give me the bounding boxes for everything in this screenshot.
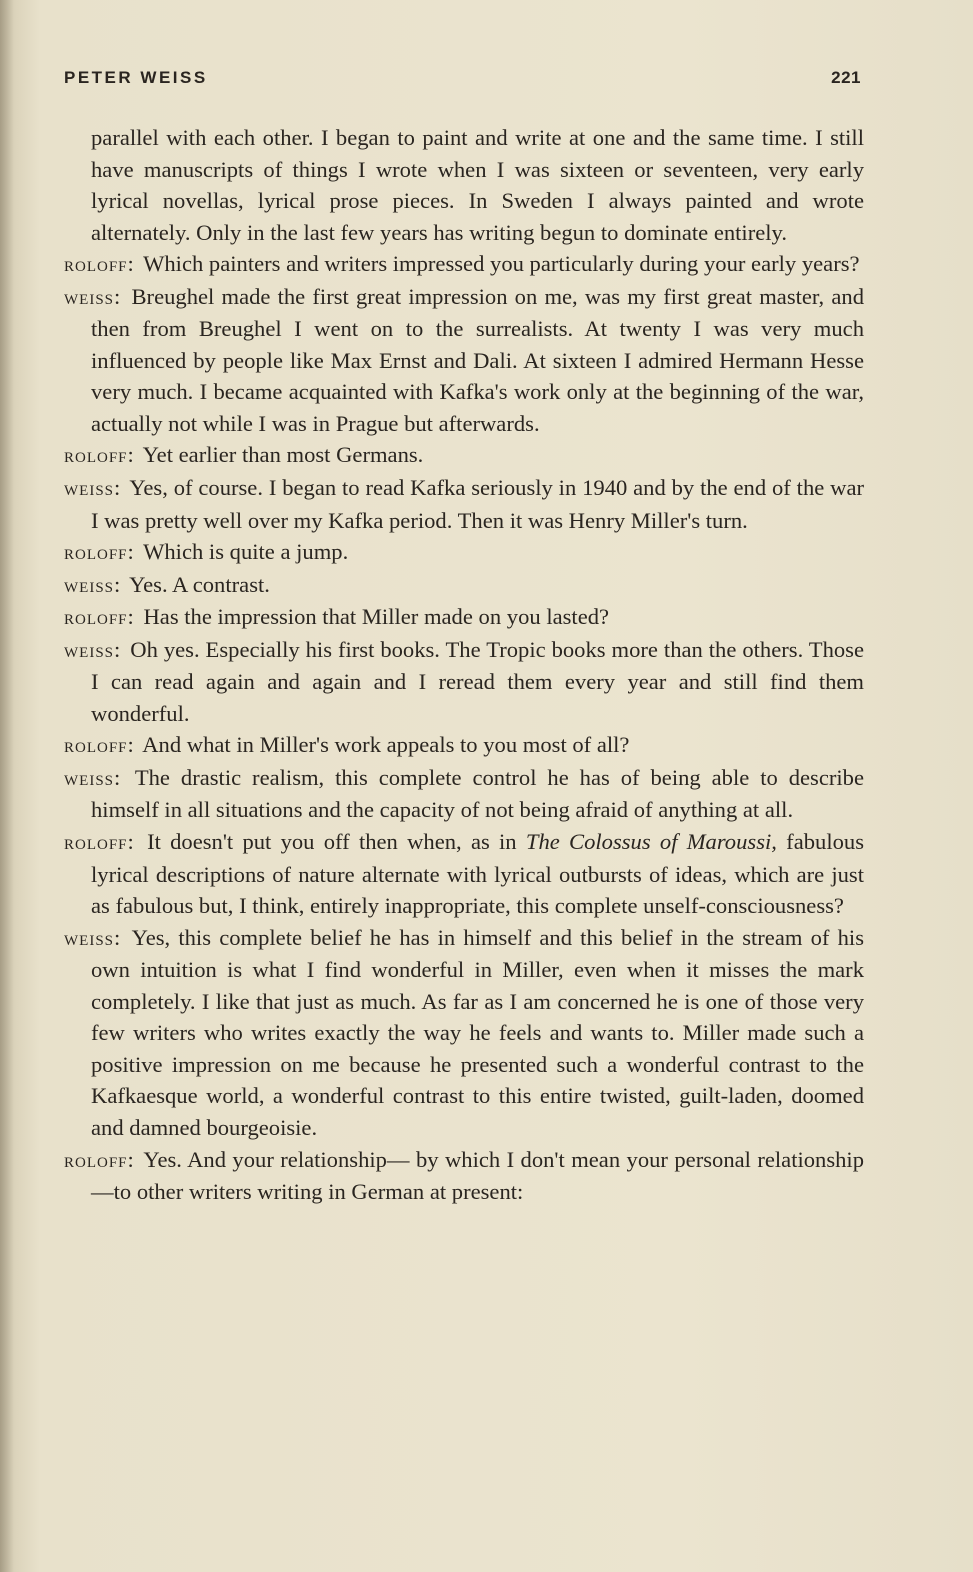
paragraph-text: parallel with each other. I began to paint and write at one and the same time. I still have manuscripts of things I wrote when I was sixteen or seventeen, very early lyrical novellas, lyrical prose pieces. In Sweden I always painted and wrote alternately. Only in the last few years has writing begun to dominate entirely. <box>91 125 864 245</box>
paragraph <box>64 122 864 248</box>
speaker-colon: : <box>114 764 121 790</box>
paragraph <box>64 248 864 281</box>
speaker-name: weiss <box>64 476 114 501</box>
speaker-colon: : <box>114 636 121 662</box>
speaker-colon: : <box>127 1146 134 1172</box>
speaker-colon: : <box>127 829 134 855</box>
speaker-name: weiss <box>64 284 114 309</box>
paragraph <box>64 439 864 472</box>
paragraph <box>64 634 864 730</box>
speaker-name: roloff <box>64 605 128 630</box>
speaker-colon: : <box>127 732 134 758</box>
speaker-name: weiss <box>64 925 114 950</box>
page-header <box>64 68 861 94</box>
interview-text <box>64 122 864 1208</box>
paragraph-text: Breughel made the first great impression on me, was my first great master, and then from Breughel I went on to the surrealists. At twenty I was very much influenced by people like Max Ernst and Dali. At sixteen I admired Hermann Hesse very much. I became acquainted with Kafka's work only at the beginning of the war, actually not while I was in Prague but afterwards. <box>91 283 864 436</box>
speaker-name: weiss <box>64 637 114 662</box>
paragraph <box>64 729 864 762</box>
speaker-name: roloff <box>64 733 128 758</box>
paragraph <box>64 826 864 922</box>
speaker-colon: : <box>114 283 121 309</box>
speaker-colon: : <box>127 442 134 468</box>
paragraph-text: Yes. And your relationship— by which I don't mean your personal relationship—to other writers writing in German at present: <box>91 1146 865 1205</box>
page-number: 221 <box>831 68 861 87</box>
paragraph-text: And what in Miller's work appeals to you most of all? <box>142 732 630 758</box>
paragraph <box>64 762 864 826</box>
speaker-colon: : <box>114 475 121 501</box>
paragraph <box>64 1144 864 1208</box>
paragraph-text: Yes. A contrast. <box>129 571 270 597</box>
spine-shadow <box>0 0 14 1572</box>
paragraph <box>64 922 864 1144</box>
paragraph-text: Yes, this complete belief he has in himself and this belief in the stream of his own intuition is what I find wonderful in Miller, even when it misses the mark completely. I like that just as much. As far as I am concerned he is one of those very few writers who writes exactly the way he feels and wants to. Miller made such a positive impression on me because he presented such a wonderful contrast to the Kafkaesque world, a wonderful contrast to this entire twisted, guilt-laden, doomed and damned bourgeoisie. <box>91 924 864 1140</box>
speaker-name: roloff <box>64 1147 128 1172</box>
paragraph-text: Oh yes. Especially his first books. The Tropic books more than the others. Those I can read again and again and I reread them every year and still find them wonderful. <box>91 636 864 726</box>
speaker-name: roloff <box>64 443 128 468</box>
speaker-name: weiss <box>64 572 114 597</box>
paragraph-text: fabulous lyrical descriptions of nature alternate with lyrical outbursts of ideas, which are just as fabulous but, I think, entirely inappropriate, this complete unself-consciousness? <box>91 829 864 919</box>
paragraph-text: The drastic realism, this complete control he has of being able to describe himself in all situations and the capacity of not being afraid of anything at all. <box>91 764 864 823</box>
speaker-name: roloff <box>64 252 128 277</box>
running-head: PETER WEISS <box>64 68 208 87</box>
speaker-colon: : <box>127 539 134 565</box>
paragraph <box>64 281 864 440</box>
speaker-name: roloff <box>64 830 128 855</box>
speaker-colon: : <box>127 604 134 630</box>
paragraph-text: Yes, of course. I began to read Kafka seriously in 1940 and by the end of the war I was pretty well over my Kafka period. Then it was Henry Miller's turn. <box>91 475 864 533</box>
paragraph <box>64 472 864 536</box>
paragraph <box>64 569 864 602</box>
paragraph <box>64 601 864 634</box>
book-title: The Colossus of Maroussi, <box>525 829 777 855</box>
paragraph-text: Which painters and writers impressed you particularly during your early years? <box>143 251 860 277</box>
paragraph-text: Has the impression that Miller made on you lasted? <box>143 604 610 630</box>
paragraph-text: Which is quite a jump. <box>143 539 349 565</box>
speaker-colon: : <box>127 251 134 277</box>
speaker-colon: : <box>114 924 121 950</box>
speaker-name: weiss <box>64 765 114 790</box>
paragraph <box>64 536 864 569</box>
paragraph-text: It doesn't put you off then when, as in <box>147 829 526 855</box>
speaker-colon: : <box>114 571 121 597</box>
paragraph-text: Yet earlier than most Germans. <box>142 442 424 468</box>
speaker-name: roloff <box>64 540 128 565</box>
